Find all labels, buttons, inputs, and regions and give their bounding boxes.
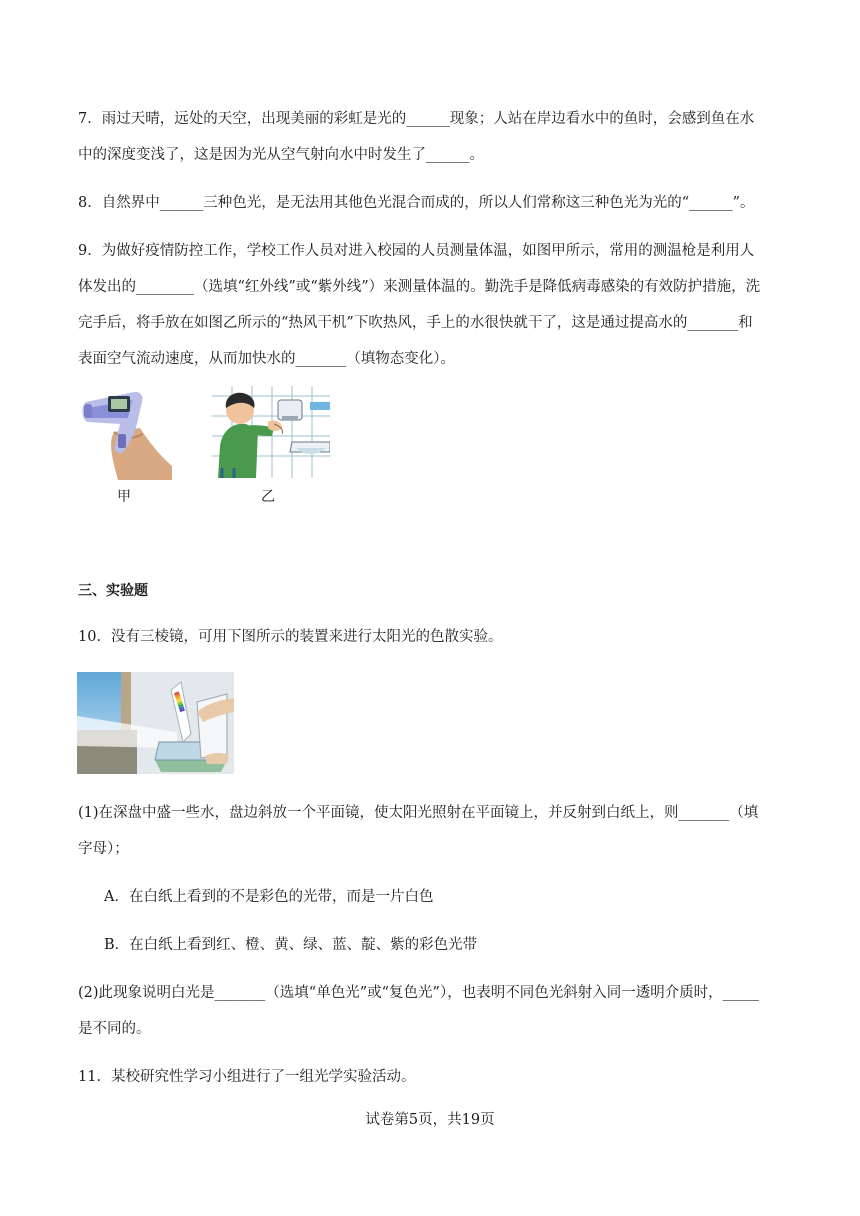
section-title: 三、实验题 xyxy=(78,583,148,599)
q10-line-1: 10．没有三棱镜，可用下图所示的装置来进行太阳光的色散实验。 xyxy=(78,629,503,645)
q9-line-2: 体发出的________（选填“红外线”或“紫外线”）来测量体温的。勤洗手是降低病毒感染的有效防护措施，洗 xyxy=(78,279,761,295)
thermometer-gun-figure xyxy=(78,388,172,480)
q10-part2-line-1: (2)此现象说明白光是_______（选填“单色光”或“复色光”），也表明不同色光斜射入同一透明介质时，_____ xyxy=(78,985,759,1001)
q9-line-1: 9．为做好疫情防控工作，学校工作人员对进入校园的人员测量体温，如图甲所示，常用的测温枪是利用人 xyxy=(78,243,755,259)
q9-line-4: 表面空气流动速度，从而加快水的_______（填物态变化）。 xyxy=(78,351,455,367)
figure-caption-b: 乙 xyxy=(261,489,275,505)
page-footer: 试卷第5页，共19页 xyxy=(365,1112,495,1128)
q7-line-1: 7．雨过天晴，远处的天空，出现美丽的彩虹是光的______现象；人站在岸边看水中的鱼时，会感到鱼在水 xyxy=(78,111,755,127)
q10-option-a: A．在白纸上看到的不是彩色的光带，而是一片白色 xyxy=(104,889,434,905)
q11-line-1: 11．某校研究性学习小组进行了一组光学实验活动。 xyxy=(78,1069,416,1085)
dispersion-setup-figure xyxy=(77,672,234,774)
q10-option-b: B．在白纸上看到红、橙、黄、绿、蓝、靛、紫的彩色光带 xyxy=(104,937,478,953)
q7-line-2: 中的深度变浅了，这是因为光从空气射向水中时发生了______。 xyxy=(78,147,484,163)
q10-part1-line-2: 字母）； xyxy=(78,841,129,857)
hand-dryer-figure xyxy=(212,386,330,478)
q9-line-3: 完手后，将手放在如图乙所示的“热风干机”下吹热风，手上的水很快就干了，这是通过提高水的_______和 xyxy=(78,315,753,331)
q10-part2-line-2: 是不同的。 xyxy=(78,1021,151,1037)
q8-line-1: 8．自然界中______三种色光，是无法用其他色光混合而成的，所以人们常称这三种色光为光的“______”。 xyxy=(78,195,755,211)
q10-part1-line-1: (1)在深盘中盛一些水，盘边斜放一个平面镜，使太阳光照射在平面镜上，并反射到白纸上，则_______（填 xyxy=(78,805,759,821)
figure-caption-a: 甲 xyxy=(117,489,131,505)
